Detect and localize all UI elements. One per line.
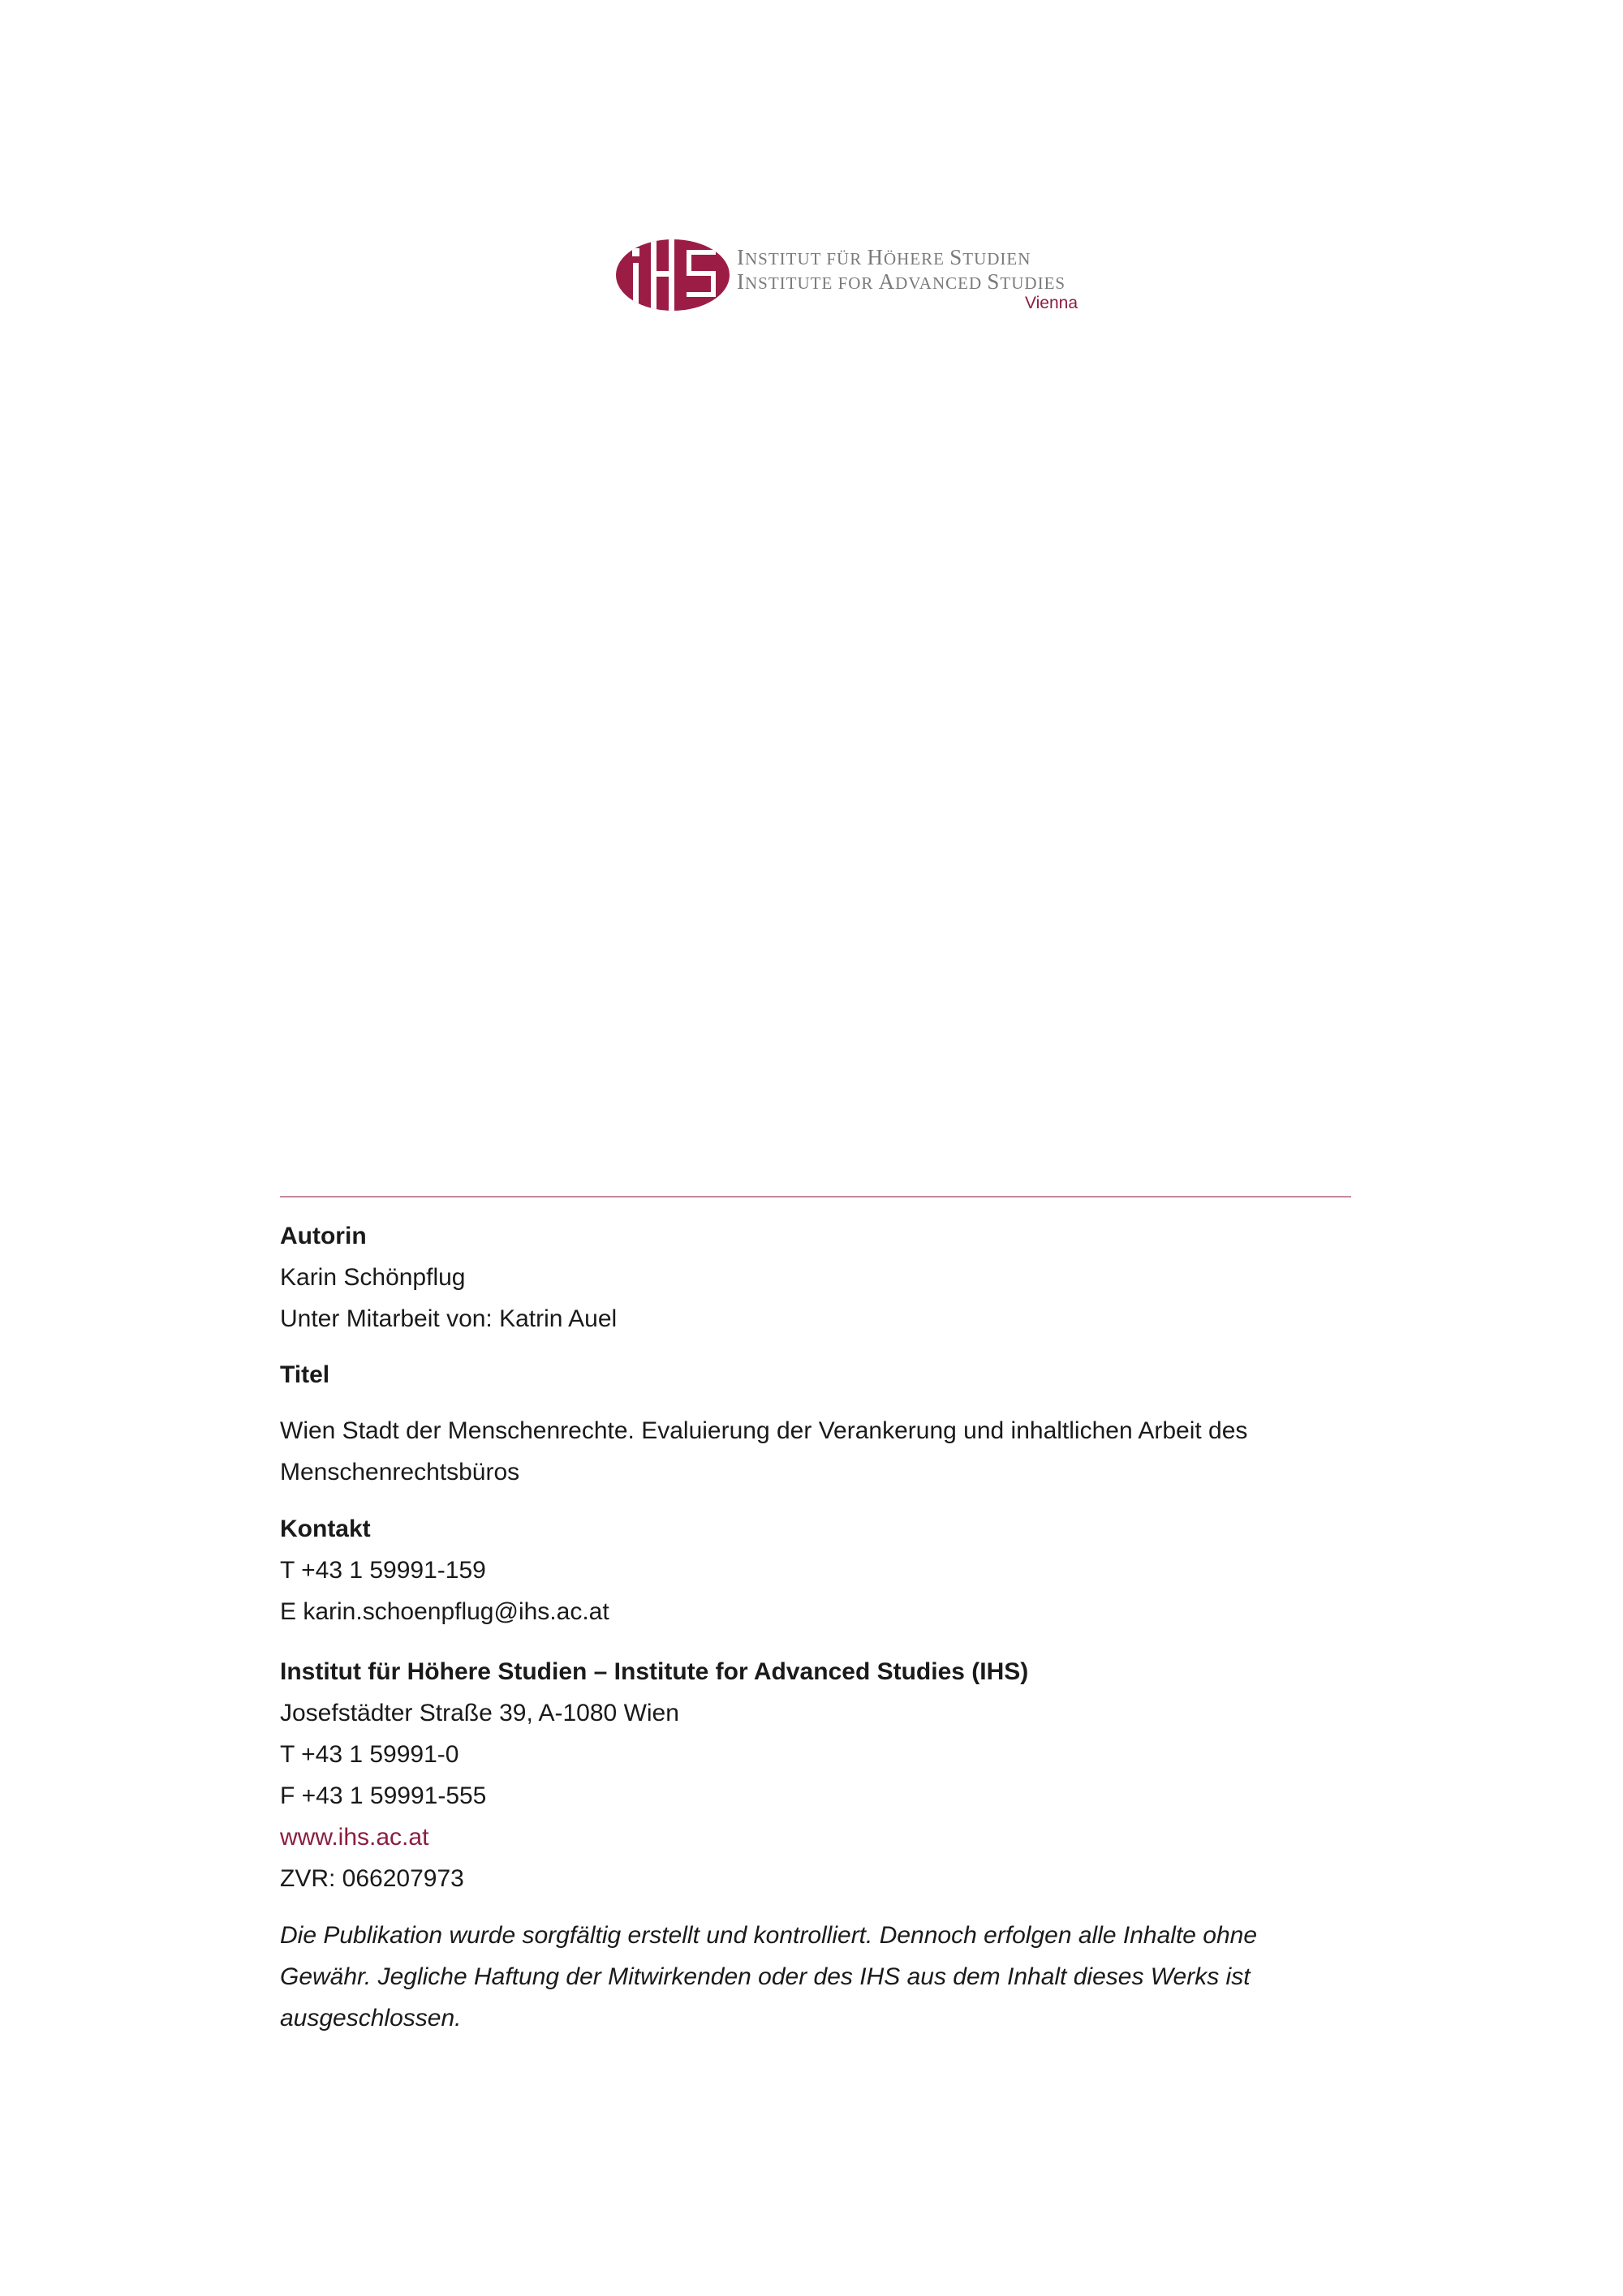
logo-letter: H: [867, 245, 884, 269]
ihs-logo-mark: [615, 239, 730, 312]
contact-section: [280, 1508, 1351, 1632]
logo-text-german: [737, 245, 1031, 270]
section-divider: [280, 1196, 1351, 1197]
title-section: [280, 1410, 1351, 1493]
institute-fax: F +43 1 59991-555: [280, 1782, 487, 1809]
author-name: Karin Schönpflug: [280, 1264, 466, 1291]
logo-letter: I: [737, 269, 745, 294]
logo-letter: S: [987, 269, 1001, 294]
logo-vienna: Vienna: [1025, 294, 1078, 312]
logo-letter: TUDIES: [1000, 273, 1066, 293]
ihs-logo: [615, 234, 1102, 323]
logo-letter: NSTITUT FÜR: [745, 249, 867, 269]
title-text-line1: Wien Stadt der Menschenrechte. Evaluierung der Verankerung und inhaltlichen Arbeit des: [280, 1417, 1248, 1444]
contact-email: E karin.schoenpflug@ihs.ac.at: [280, 1598, 609, 1625]
contact-phone: T +43 1 59991-159: [280, 1557, 486, 1584]
institute-section: [280, 1651, 1351, 1899]
logo-letter: TUDIEN: [962, 249, 1031, 269]
logo-letter: I: [737, 245, 745, 269]
institute-address: Josefstädter Straße 39, A-1080 Wien: [280, 1700, 679, 1726]
contact-heading: Kontakt: [280, 1516, 371, 1542]
institute-website-link[interactable]: www.ihs.ac.at: [280, 1824, 429, 1851]
logo-letter: A: [878, 269, 896, 294]
title-text-line2: Menschenrechtsbüros: [280, 1459, 520, 1486]
institute-phone: T +43 1 59991-0: [280, 1741, 459, 1768]
disclaimer-line2: Gewähr. Jegliche Haftung der Mitwirkenden oder des IHS aus dem Inhalt dieses Werks ist: [280, 1963, 1251, 1990]
author-collaboration: Unter Mitarbeit von: Katrin Auel: [280, 1305, 618, 1332]
logo-letter: S: [949, 245, 963, 269]
institute-zvr: ZVR: 066207973: [280, 1865, 464, 1892]
author-heading: Autorin: [280, 1223, 367, 1249]
disclaimer-line3: ausgeschlossen.: [280, 2005, 462, 2032]
logo-letter: NSTITUTE FOR: [745, 273, 879, 293]
logo-letter: ÖHERE: [883, 249, 950, 269]
disclaimer: [280, 1915, 1351, 2039]
logo-text-english: [737, 269, 1065, 295]
institute-heading: Institut für Höhere Studien – Institute for Advanced Studies (IHS): [280, 1658, 1029, 1685]
author-section: [280, 1215, 1351, 1339]
logo-letter: DVANCED: [895, 273, 988, 293]
title-heading-block: [280, 1354, 1351, 1395]
disclaimer-line1: Die Publikation wurde sorgfältig erstellt und kontrolliert. Dennoch erfolgen alle Inhalte ohne: [280, 1922, 1258, 1949]
title-heading: Titel: [280, 1361, 330, 1388]
